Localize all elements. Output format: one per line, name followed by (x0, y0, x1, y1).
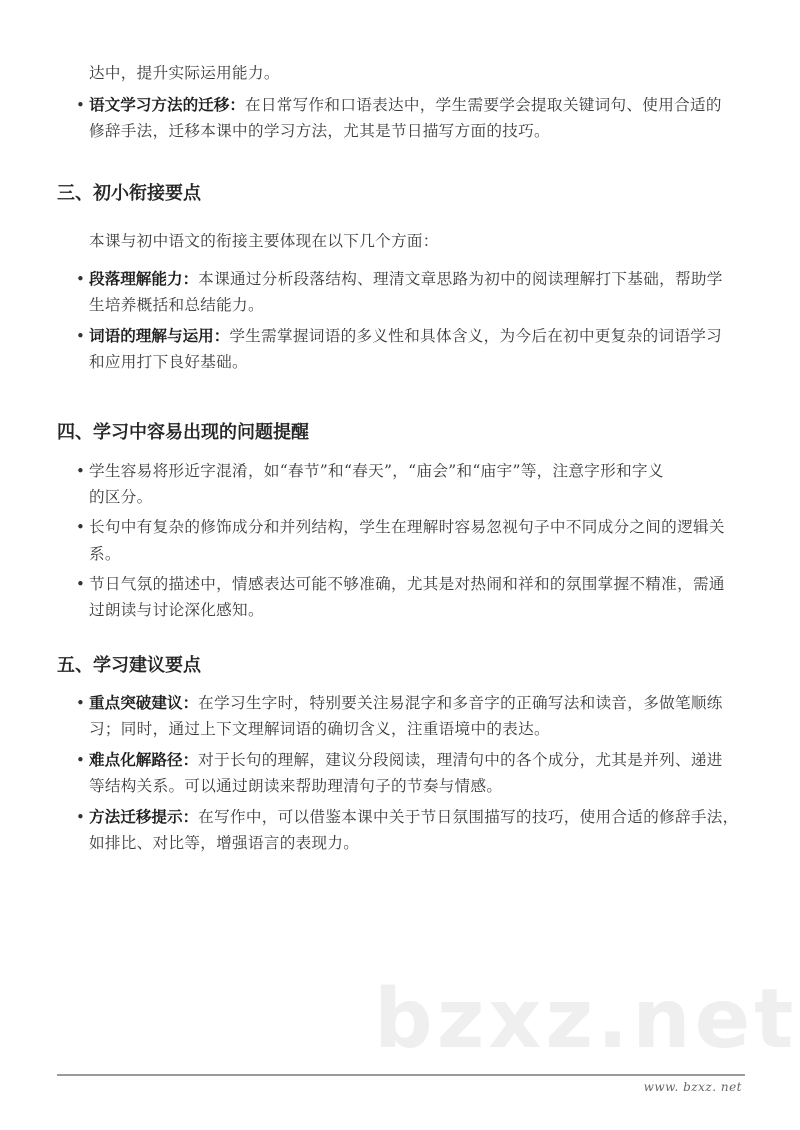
bullet-icon: • (76, 694, 85, 712)
list-item-title: 重点突破建议： (89, 694, 199, 712)
list-item-text: 系。 (89, 545, 121, 563)
continuation-text: 达中，提升实际运用能力。 (89, 64, 280, 82)
list-item-text: 在日常写作和口语表达中，学生需要学会提取关键词句、使用合适的 (244, 96, 722, 114)
footer-url: www. bzxz. net (643, 1080, 742, 1094)
section-intro: 本课与初中语文的衔接主要体现在以下几个方面： (89, 232, 439, 250)
list-item-title: 语文学习方法的迁移： (89, 96, 245, 114)
list-item-text: 长句中有复杂的修饰成分和并列结构，学生在理解时容易忽视句子中不同成分之间的逻辑关 (89, 518, 725, 536)
list-item-line (89, 690, 723, 716)
list-item-title: 词语的理解与运用： (89, 327, 230, 345)
list-item-text: 学生容易将形近字混淆，如“春节”和“春天”，“庙会”和“庙宇”等，注意字形和字义 (89, 462, 664, 480)
bullet-icon: • (76, 808, 85, 826)
list-item-text: 在写作中，可以借鉴本课中关于节日氛围描写的技巧，使用合适的修辞手法， (198, 808, 739, 826)
list-item-line (89, 804, 739, 830)
list-item-text: 节日气氛的描述中，情感表达可能不够准确，尤其是对热闹和祥和的氛围掌握不精准，需通 (89, 575, 725, 593)
list-item-line (89, 323, 722, 349)
list-item-text: 学生需掌握词语的多义性和具体含义，为今后在初中更复杂的词语学习 (229, 327, 723, 345)
bullet-icon: • (76, 270, 85, 288)
list-item-text: 在学习生字时，特别要关注易混字和多音字的正确写法和读音，多做笔顺练 (198, 694, 723, 712)
list-item-text: 对于长句的理解，建议分段阅读，理清句中的各个成分，尤其是并列、递进 (198, 751, 723, 769)
list-item-title: 难点化解路径： (89, 751, 199, 769)
bullet-icon: • (76, 462, 85, 480)
list-item-text: 习；同时，通过上下文理解词语的确切含义，注重语境中的表达。 (89, 720, 550, 738)
bullet-icon: • (76, 751, 85, 769)
list-item-line (89, 747, 723, 773)
bullet-icon: • (76, 96, 85, 114)
list-item-title: 段落理解能力： (89, 270, 199, 288)
list-item-text: 的区分。 (89, 488, 153, 506)
bullet-icon: • (76, 575, 85, 593)
list-item-text: 等结构关系。可以通过朗读来帮助理清句子的节奏与情感。 (89, 777, 503, 795)
list-item-text: 和应用打下良好基础。 (89, 353, 248, 371)
section-heading: 三、初小衔接要点 (57, 183, 201, 204)
section-heading: 五、学习建议要点 (57, 655, 201, 676)
list-item-text: 如排比、对比等，增强语言的表现力。 (89, 834, 360, 852)
list-item-text: 修辞手法，迁移本课中的学习方法，尤其是节日描写方面的技巧。 (89, 122, 550, 140)
bullet-icon: • (76, 518, 85, 536)
footer-divider (57, 1074, 745, 1076)
list-item-line (89, 92, 722, 118)
list-item-line (89, 266, 723, 292)
list-item-text: 本课通过分析段落结构、理清文章思路为初中的阅读理解打下基础，帮助学 (198, 270, 723, 288)
list-item-text: 过朗读与讨论深化感知。 (89, 601, 264, 619)
watermark: bzxz.net (374, 972, 798, 1067)
section-heading: 四、学习中容易出现的问题提醒 (57, 422, 309, 443)
list-item-text: 生培养概括和总结能力。 (89, 296, 264, 314)
bullet-icon: • (76, 327, 85, 345)
list-item-title: 方法迁移提示： (89, 808, 199, 826)
